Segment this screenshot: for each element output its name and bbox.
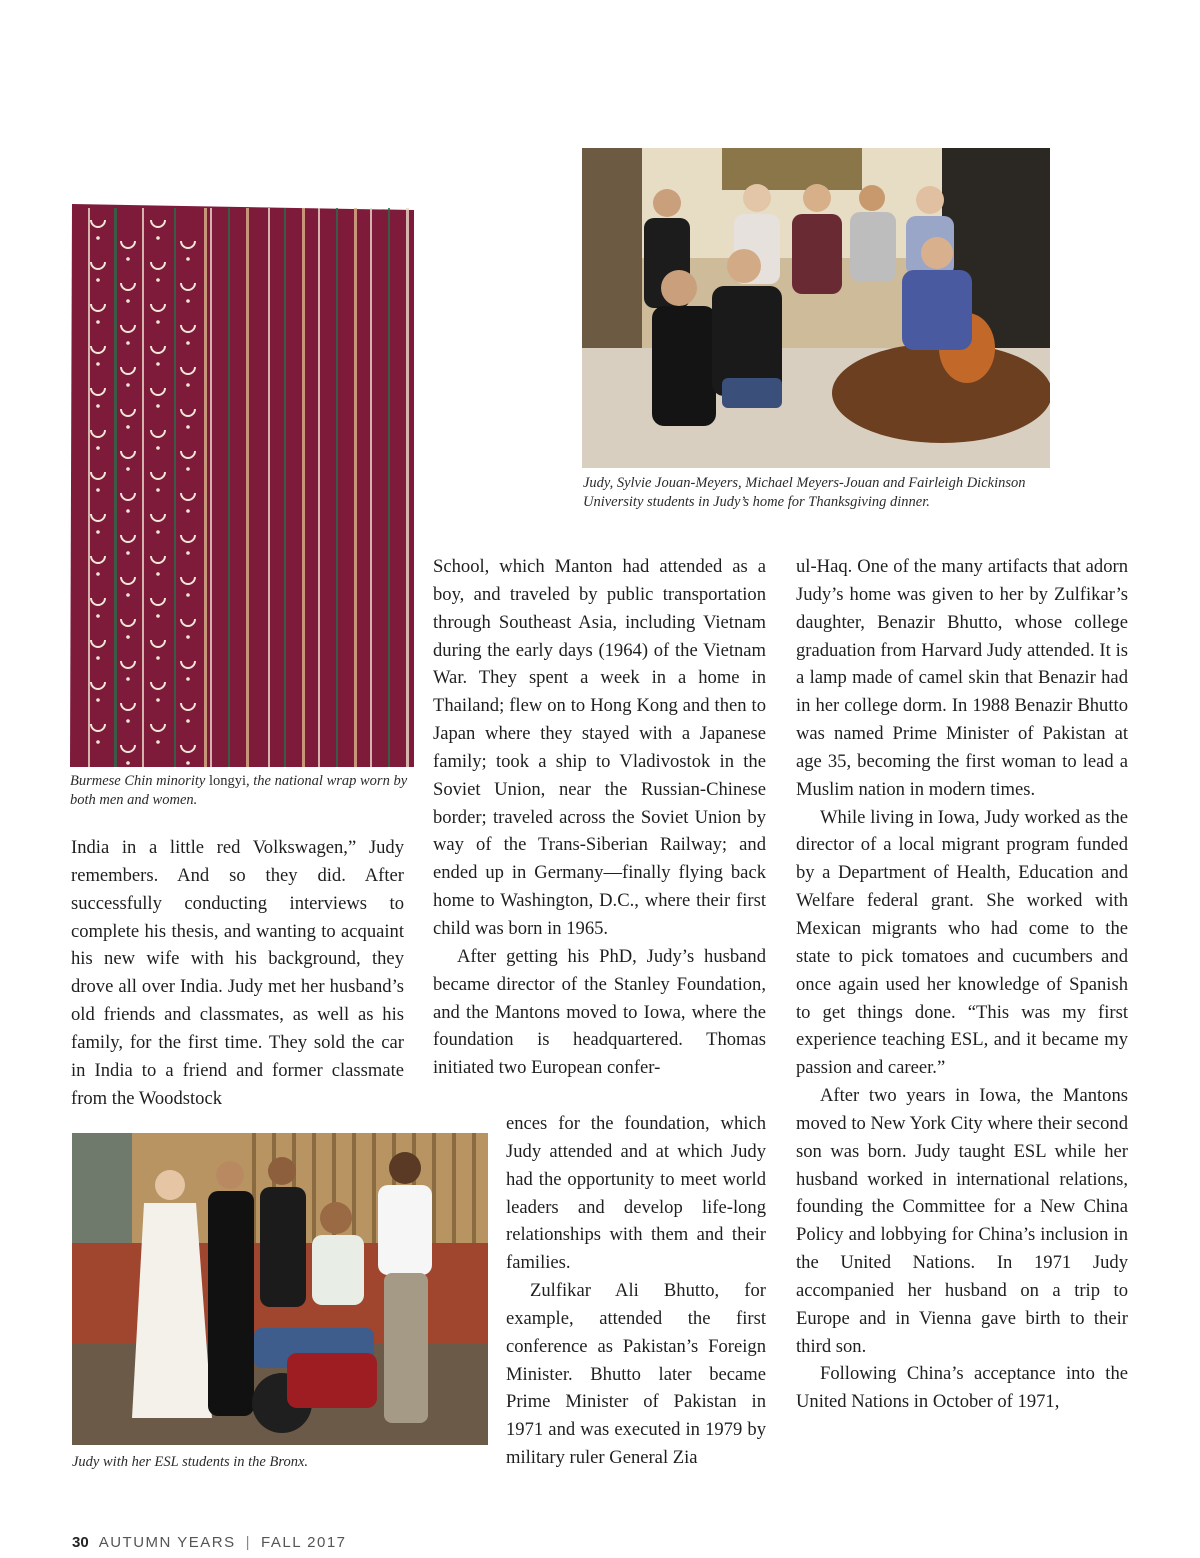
textile-dot (156, 446, 160, 450)
textile-dot (186, 677, 190, 681)
article-paragraph: After getting his PhD, Judy’s husband became director of the Stanley Foundation, and the Mantons moved to Iowa, where the foundation is headquartered. Thomas initiated two European confer- (433, 945, 766, 1079)
thanksgiving-caption: Judy, Sylvie Jouan-Meyers, Michael Meyers-Jouan and Fairleigh Dickinson University students in Judy’s home for Thanksgiving dinner. (583, 475, 1026, 510)
footer-separator: | (245, 1534, 252, 1551)
textile-stripe (336, 208, 338, 767)
textile-dot (186, 467, 190, 471)
textile-dot (96, 740, 100, 744)
textile-dot (156, 614, 160, 618)
article-paragraph: While living in Iowa, Judy worked as the director of a local migrant program funded by a Department of Health, Education and Welfare federal grant. She worked with Mexican migrants who had come to the state to pick tomatoes and cucumbers and once again used her knowledge of Spanish to get things done. “This was my first experience teaching ESL, and it became my passion and career.” (796, 806, 1128, 1079)
textile-stripe (114, 208, 117, 767)
article-paragraph: India in a little red Volkswagen,” Judy remembers. And so they did. After successfully conducting interviews to complete his thesis, and wanting to acquaint his new wife with his background, they drove all over India. Judy met her husband’s old friends and classmates, as well as his family, for the first time. They sold the car in India to a friend and former classmate from the Woodstock (71, 837, 404, 1109)
page-number: 30 (72, 1534, 89, 1551)
textile-dot (96, 278, 100, 282)
textile-dot (156, 488, 160, 492)
textile-dot (96, 446, 100, 450)
article-paragraph: School, which Manton had attended as a boy, and traveled by public transportation through Southeast Asia, including Vietnam during the early days (1964) of the Vietnam War. They spent a week in a home in Thailand; flew on to Hong Kong and then to Japan where they stayed with a Japanese family; took a ship to Vladivostok in the Soviet Union, near the Russian-Chinese border; traveled across the Soviet Union by way of the Trans-Siberian Railway; and ended up in Germany—finally flying back home to Washington, D.C., where their first child was born in 1965. (433, 556, 766, 939)
textile-dot (156, 530, 160, 534)
page-footer (72, 1534, 347, 1551)
textile-dot (126, 719, 130, 723)
textile-dot (126, 383, 130, 387)
textile-dot (96, 656, 100, 660)
textile-stripe (142, 208, 144, 767)
issue-label: FALL 2017 (261, 1534, 347, 1551)
article-column-2 (433, 553, 766, 1082)
textile-stripe (204, 208, 207, 767)
article-paragraph: ul-Haq. One of the many artifacts that adorn Judy’s home was given to her by Zulfikar’s daughter, Benazir Bhutto, whose college graduation from Harvard Judy attended. It is a lamp made of camel skin that Benazir had in her college dorm. In 1988 Benazir Bhutto was named Prime Minister of Pakistan at age 35, becoming the first woman to lead a Muslim nation in modern times. (796, 556, 1128, 800)
textile-dot (126, 467, 130, 471)
textile-dot (126, 761, 130, 765)
textile-dot (96, 698, 100, 702)
textile-dot (156, 404, 160, 408)
article-paragraph: ences for the foundation, which Judy attended and at which Judy had the opportunity to meet world leaders and develop life-long relationships with them and their families. (506, 1113, 766, 1274)
textile-dot (96, 320, 100, 324)
textile-dot (186, 593, 190, 597)
textile-dot (126, 425, 130, 429)
textile-stripe (174, 208, 176, 767)
textile-dot (186, 257, 190, 261)
textile-stripe (318, 208, 320, 767)
textile-dot (186, 761, 190, 765)
thanksgiving-photo (582, 148, 1050, 468)
textile-dot (156, 236, 160, 240)
textile-dot (96, 530, 100, 534)
textile-dot (156, 572, 160, 576)
textile-dot (96, 488, 100, 492)
esl-caption: Judy with her ESL students in the Bronx. (72, 1454, 309, 1470)
textile-dot (156, 740, 160, 744)
textile-stripe (246, 208, 249, 767)
article-paragraph: After two years in Iowa, the Mantons moved to New York City where their second son was born. Judy taught ESL while her husband worked in international relations, founding the Committee for a New China Policy and lobbying for China’s inclusion in the United Nations. In 1971 Judy accompanied her husband on a trip to Europe and in Vienna gave birth to their third son. (796, 1085, 1128, 1357)
textile-dot (126, 299, 130, 303)
esl-students-photo (72, 1133, 488, 1445)
textile-dot (156, 320, 160, 324)
textile-dot (186, 383, 190, 387)
article-paragraph: Following China’s acceptance into the United Nations in October of 1971, (796, 1363, 1128, 1413)
textile-dot (126, 677, 130, 681)
textile-dot (186, 551, 190, 555)
esl-students-image (72, 1133, 488, 1445)
textile-dot (186, 635, 190, 639)
textile-dot (126, 551, 130, 555)
article-column-2-continued (506, 1110, 766, 1472)
textile-stripe (284, 208, 286, 767)
textile-dot (156, 698, 160, 702)
textile-stripe (268, 208, 270, 767)
textile-stripe (302, 208, 305, 767)
article-paragraph: Zulfikar Ali Bhutto, for example, attended the first conference as Pakistan’s Foreign Minister. Bhutto later became Prime Minister of Pakistan in 1971 and was executed in 1979 by military ruler General Zia (506, 1280, 766, 1469)
publication-name: AUTUMN YEARS (98, 1534, 236, 1551)
article-column-1 (71, 834, 404, 1112)
textile-dot (186, 299, 190, 303)
textile-dot (96, 614, 100, 618)
textile-dot (96, 404, 100, 408)
textile-dot (126, 341, 130, 345)
textile-dot (156, 362, 160, 366)
textile-dot (186, 509, 190, 513)
textile-dot (156, 656, 160, 660)
longyi-photo (70, 200, 416, 767)
textile-dot (96, 572, 100, 576)
textile-stripe (210, 208, 212, 767)
textile-stripe (228, 208, 230, 767)
textile-dot (96, 236, 100, 240)
textile-stripe (354, 208, 357, 767)
textile-dot (126, 509, 130, 513)
longyi-image (70, 200, 416, 767)
textile-stripe (370, 208, 372, 767)
textile-stripe (406, 208, 409, 767)
thanksgiving-image (582, 148, 1050, 468)
textile-dot (126, 635, 130, 639)
textile-dot (156, 278, 160, 282)
textile-stripe (88, 208, 90, 767)
longyi-caption: Burmese Chin minority longyi, the national wrap worn by both men and women. (70, 773, 408, 808)
textile-dot (126, 593, 130, 597)
article-column-3 (796, 553, 1128, 1416)
textile-stripe (388, 208, 390, 767)
textile-dot (186, 341, 190, 345)
textile-dot (96, 362, 100, 366)
textile-dot (126, 257, 130, 261)
textile-dot (186, 719, 190, 723)
textile-dot (186, 425, 190, 429)
